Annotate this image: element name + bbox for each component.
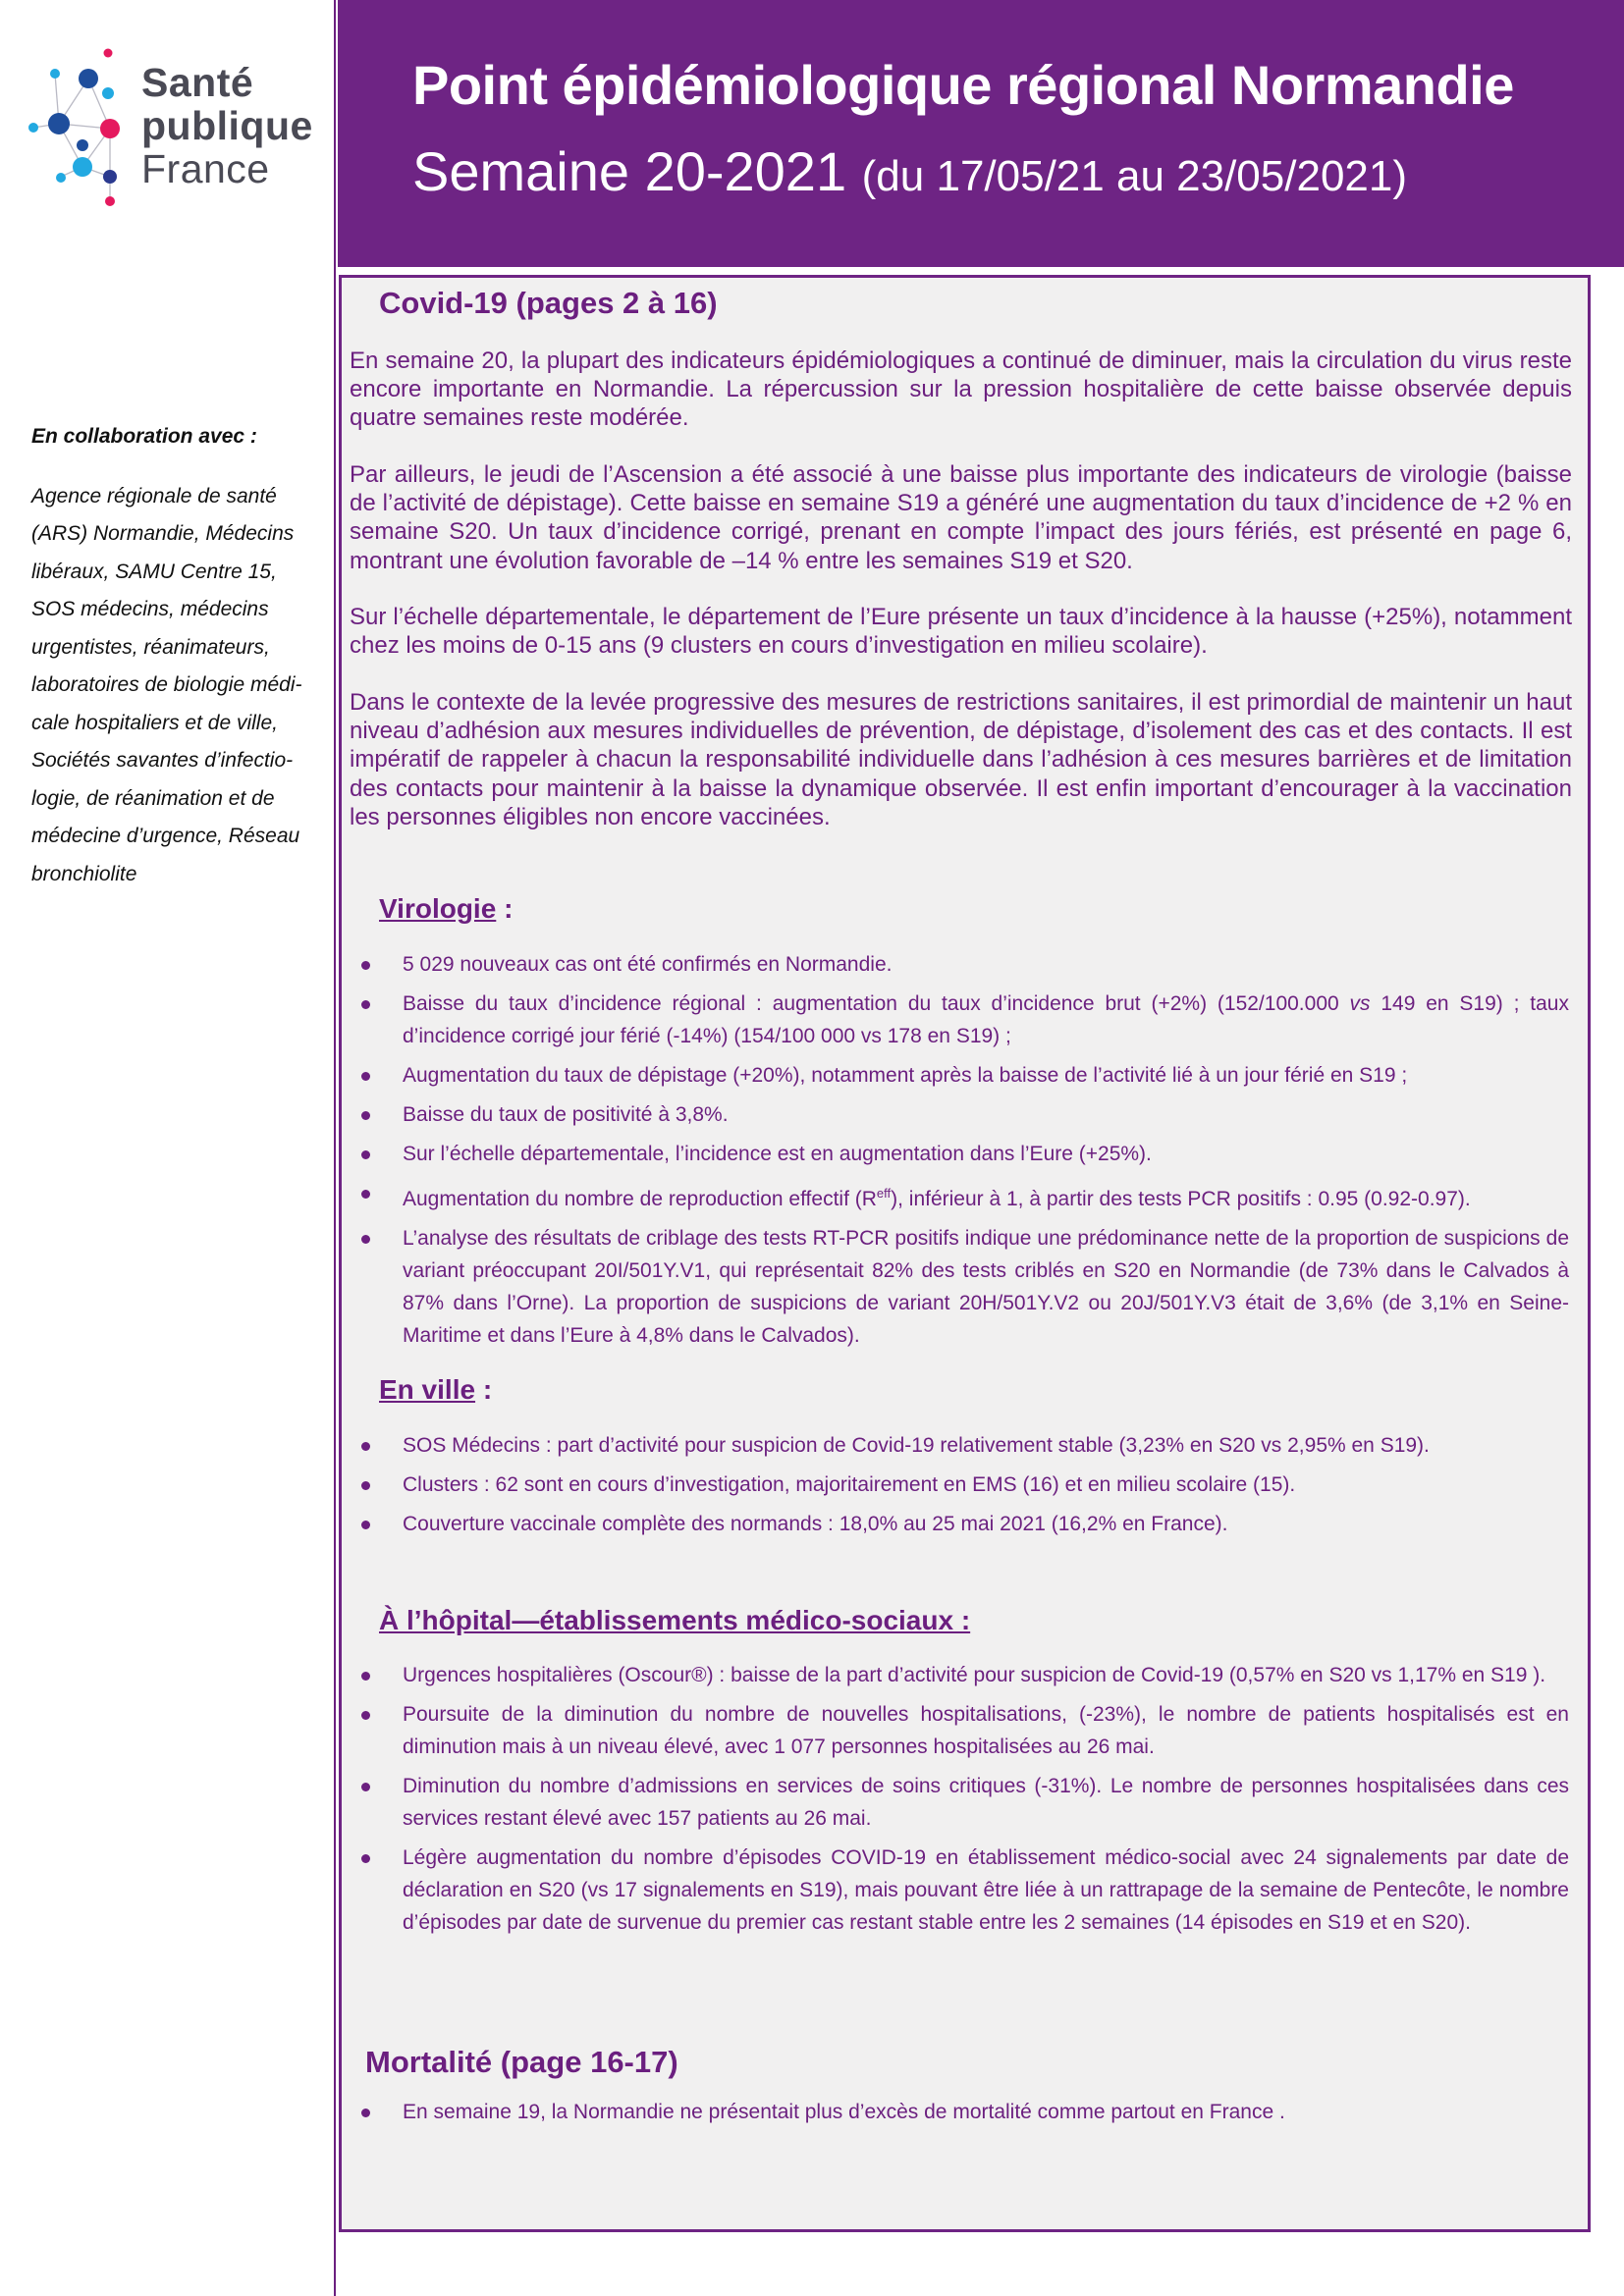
bullet-icon: [361, 1072, 370, 1081]
bullet-text-post: ), inférieur à 1, à partir des tests PCR positifs : 0.95 (0.92-0.97).: [891, 1188, 1471, 1210]
bullet-item: [361, 1770, 1569, 1835]
left-column: [0, 0, 336, 2296]
bullet-text-post: 149 en S19) ; taux d’incidence corrigé jour férié (-14%) (154/100 000 vs 178 en S19) ;: [403, 992, 1569, 1047]
bullet-text: L’analyse des résultats de criblage des tests RT-PCR positifs indique une prédominance nette de la proportion de suspicions de variant préoccupant 20I/501Y.V1, qui représentait 82% des tests criblés en S20 en Normandie (de 73% dans le Calvados à 87% dans l’Orne). La proportion de suspicions de variant 20H/501Y.V2 ou 20J/501Y.V3 était de 3,6% (de 3,1% en Seine-Maritime et dans l’Eure à 4,8% dans le Calvados).: [403, 1227, 1569, 1347]
ville-list: [361, 1429, 1569, 1547]
logo-line-3: France: [141, 146, 270, 191]
collaboration-line: Agence régionale de santé: [31, 484, 277, 507]
molecule-logo-icon: [26, 47, 135, 214]
bullet-item: [361, 1842, 1569, 1939]
ville-title-text: En ville: [379, 1374, 476, 1405]
bullet-item: [361, 2096, 1569, 2128]
virologie-list: [361, 948, 1569, 1359]
virologie-title: [379, 893, 513, 925]
collaboration-line: laboratoires de biologie médi-: [31, 673, 302, 696]
collaboration-line: logie, de réanimation et de: [31, 786, 275, 810]
bullet-text: Couverture vaccinale complète des normands : 18,0% au 25 mai 2021 (16,2% en France).: [403, 1513, 1228, 1535]
bullet-text: Diminution du nombre d’admissions en services de soins critiques (-31%). Le nombre de personnes hospitalisées dans ces services restant élevé avec 157 patients au 26 mai.: [403, 1775, 1569, 1830]
covid-paragraph-1: En semaine 20, la plupart des indicateurs épidémiologiques a continué de diminuer, mais la circulation du virus reste encore importante en Normandie. La répercussion sur la pression hospitalière de cette baisse observée depuis quatre semaines reste modérée.: [350, 347, 1572, 432]
logo-line-2: publique: [141, 103, 313, 148]
bullet-text: Clusters : 62 sont en cours d’investigation, majoritairement en EMS (16) et en milieu scolaire (15).: [403, 1473, 1296, 1496]
sante-publique-france-logo: [26, 47, 320, 214]
bullet-item: [361, 1659, 1569, 1691]
page-title: Point épidémiologique régional Normandie: [412, 54, 1514, 116]
bullet-item: [361, 1138, 1569, 1170]
collaboration-line: urgentistes, réanimateurs,: [31, 635, 270, 659]
bullet-text: Sur l’échelle départementale, l’incidence est en augmentation dans l’Eure (+25%).: [403, 1143, 1152, 1165]
covid-section-title: Covid-19 (pages 2 à 16): [379, 286, 718, 320]
bullet-icon: [361, 1854, 370, 1863]
bullet-text: SOS Médecins : part d’activité pour suspicion de Covid-19 relativement stable (3,23% en S20 vs 2,95% en S19).: [403, 1434, 1430, 1457]
bullet-item: [361, 1222, 1569, 1352]
hopital-title: [379, 1605, 970, 1636]
virologie-title-text: Virologie: [379, 893, 497, 924]
bullet-item: [361, 1059, 1569, 1092]
week-label: Semaine 20-2021: [412, 140, 847, 202]
collaboration-line: Sociétés savantes d’infectio-: [31, 749, 294, 772]
ville-title-suffix: :: [475, 1374, 493, 1405]
bullet-icon: [361, 2109, 370, 2117]
collaboration-line: (ARS) Normandie, Médecins: [31, 522, 295, 545]
bullet-text-pre: Augmentation du nombre de reproduction effectif (R: [403, 1188, 877, 1210]
collaboration-line: SOS médecins, médecins: [31, 598, 269, 620]
bullet-icon: [361, 961, 370, 970]
bullet-icon: [361, 1442, 370, 1451]
bullet-item: [361, 1468, 1569, 1501]
logo-line-1: Santé: [141, 60, 254, 105]
bullet-text: Augmentation du taux de dépistage (+20%), notamment après la baisse de l’activité lié à un jour férié en S19 ;: [403, 1064, 1408, 1087]
hopital-list: [361, 1659, 1569, 1946]
bullet-text-sup: eff: [876, 1186, 892, 1201]
bullet-text: Baisse du taux de positivité à 3,8%.: [403, 1103, 729, 1126]
logo-wordmark: [141, 61, 313, 190]
date-range: (du 17/05/21 au 23/05/2021): [861, 152, 1408, 200]
bullet-item: [361, 1098, 1569, 1131]
hopital-title-text: À l’hôpital—établissements médico-sociaux :: [379, 1605, 971, 1635]
bullet-icon: [361, 1481, 370, 1490]
page-subtitle: [412, 139, 1407, 203]
bullet-text: Légère augmentation du nombre d’épisodes COVID-19 en établissement médico-social avec 24 signalements par date de déclaration en S20 (vs 17 signalements en S19), mais pouvant être liée à un rattrapage de la semaine de Pentecôte, le nombre d’épisodes par date de survenue du premier cas restant stable entre les 2 semaines (14 épisodes en S19 et en S20).: [403, 1846, 1569, 1934]
bullet-icon: [361, 1672, 370, 1681]
bullet-icon: [361, 1111, 370, 1120]
covid-paragraph-3: Sur l’échelle départementale, le département de l’Eure présente un taux d’incidence à la hausse (+25%), notamment chez les moins de 0-15 ans (9 clusters en cours d’investigation en milieu scolaire).: [350, 604, 1572, 660]
bullet-icon: [361, 1235, 370, 1244]
content-box: [339, 275, 1591, 2232]
collaboration-line: cale hospitaliers et de ville,: [31, 711, 278, 734]
mortalite-list: [361, 2096, 1569, 2135]
bullet-item: [361, 1429, 1569, 1462]
collaboration-title: En collaboration avec :: [31, 425, 257, 448]
collaboration-line: libéraux, SAMU Centre 15,: [31, 560, 277, 583]
ville-title: [379, 1374, 492, 1406]
bullet-item: [361, 1508, 1569, 1540]
covid-paragraph-4: Dans le contexte de la levée progressive des mesures de restrictions sanitaires, il est primordial de maintenir un haut niveau d’adhésion aux mesures individuelles de prévention, de dépistage, d’isolement des cas et des contacts. Il est impératif de rappeler à chacun la responsabilité individuelle dans l’adhésion à ces mesures barrières et de limitation des contacts pour maintenir à la baisse la dynamique observée. Il est enfin important d’encourager à la vaccination les personnes éligibles non encore vaccinées.: [350, 689, 1572, 830]
bullet-icon: [361, 1521, 370, 1529]
bullet-text-pre: Baisse du taux d’incidence régional : augmentation du taux d’incidence brut (+2%) (152/100.000: [403, 992, 1350, 1015]
bullet-text: En semaine 19, la Normandie ne présentait plus d’excès de mortalité comme partout en France .: [403, 2101, 1285, 2123]
bullet-item: [361, 1698, 1569, 1763]
covid-paragraph-2: Par ailleurs, le jeudi de l’Ascension a été associé à une baisse plus importante des indicateurs de virologie (baisse de l’activité de dépistage). Cette baisse en semaine S19 a généré une augmentation du taux d’incidence de +2 % en semaine S20. Un taux d’incidence corrigé, prenant en compte l’impact des jours fériés, est présenté en page 6, montrant une évolution favorable de –14 % entre les semaines S19 et S20.: [350, 461, 1572, 574]
bullet-text-em: vs: [1349, 992, 1371, 1015]
page-header: [338, 0, 1624, 267]
bullet-text: 5 029 nouveaux cas ont été confirmés en Normandie.: [403, 953, 893, 976]
virologie-title-suffix: :: [496, 893, 514, 924]
bullet-item: [361, 948, 1569, 981]
collaboration-list: [31, 478, 326, 894]
collaboration-line: bronchiolite: [31, 862, 137, 885]
bullet-item: [361, 1177, 1569, 1215]
mortalite-title: Mortalité (page 16-17): [365, 2045, 678, 2079]
bullet-icon: [361, 1150, 370, 1159]
bullet-icon: [361, 1000, 370, 1009]
bullet-icon: [361, 1190, 370, 1199]
bullet-icon: [361, 1711, 370, 1720]
bullet-item: [361, 988, 1569, 1052]
collaboration-line: médecine d’urgence, Réseau: [31, 825, 300, 847]
bullet-text: Urgences hospitalières (Oscour®) : baisse de la part d’activité pour suspicion de Covid-19 (0,57% en S20 vs 1,17% en S19 ).: [403, 1664, 1546, 1686]
bullet-icon: [361, 1783, 370, 1791]
bullet-text: Poursuite de la diminution du nombre de nouvelles hospitalisations, (-23%), le nombre de patients hospitalisés est en diminution mais à un niveau élevé, avec 1 077 personnes hospitalisées au 26 mai.: [403, 1703, 1569, 1758]
collaboration-block: [31, 418, 326, 893]
